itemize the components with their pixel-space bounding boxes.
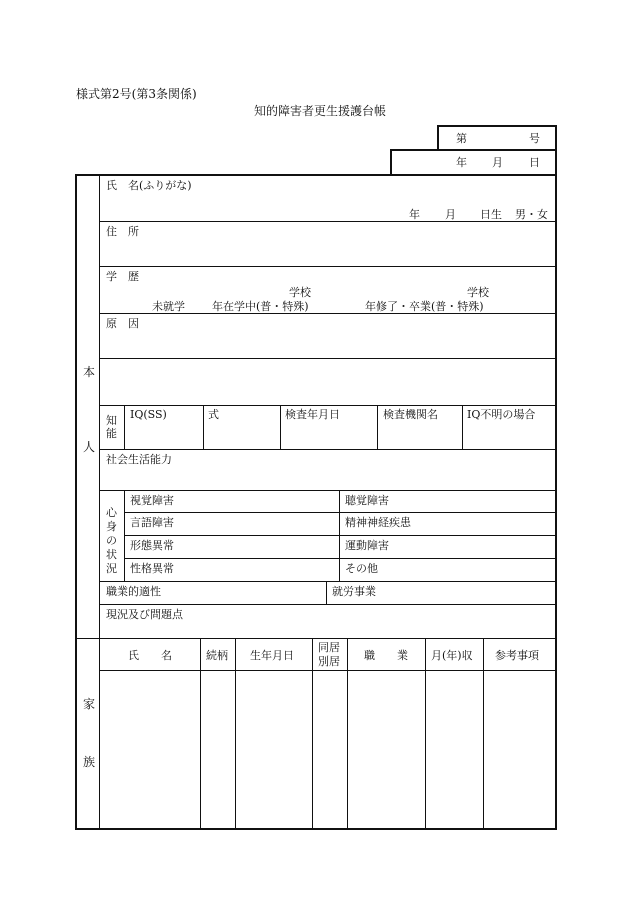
social-ability-label: 社会生活能力 (106, 453, 172, 466)
honnin-label-1: 本 (83, 365, 96, 379)
shiki-label: 式 (208, 408, 219, 421)
sex-label: 男・女 (515, 208, 548, 221)
hearing-impairment-label: 聴覚障害 (345, 494, 389, 507)
family-notes-header: 参考事項 (495, 649, 539, 662)
cause-label: 原 因 (106, 317, 139, 330)
mindbody-char: 心 (106, 506, 117, 519)
test-agency-label: 検査機関名 (383, 408, 438, 421)
employment-project-label: 就労事業 (332, 585, 376, 598)
mindbody-char: 況 (106, 562, 117, 575)
current-status-label: 現況及び問題点 (106, 608, 183, 621)
family-job-header: 職 業 (364, 649, 408, 662)
family-cohab-header-1: 同居 (318, 641, 340, 654)
other-label: その他 (345, 562, 378, 575)
mindbody-char: 状 (106, 548, 117, 561)
dai-label: 第 (456, 132, 467, 145)
birth-month-label: 月 (445, 208, 456, 221)
year-label: 年 (456, 156, 467, 169)
intelligence-label-2: 能 (106, 427, 117, 440)
family-birth-header: 生年月日 (250, 649, 294, 662)
family-cohab-header-2: 別居 (318, 655, 340, 668)
intelligence-label-1: 知 (106, 414, 117, 427)
address-label: 住 所 (106, 225, 139, 238)
birth-day-label: 日生 (480, 208, 502, 221)
family-relation-header: 続柄 (206, 649, 228, 662)
speech-impairment-label: 言語障害 (130, 516, 174, 529)
family-income-header: 月(年)収 (431, 649, 473, 662)
go-label: 号 (529, 132, 540, 145)
form-anomaly-label: 形態異常 (130, 539, 174, 552)
school-label-2: 学校 (467, 286, 489, 299)
mindbody-char: の (106, 534, 117, 547)
form-number: 様式第2号(第3条関係) (76, 87, 197, 101)
name-label: 氏 名(ふりがな) (106, 179, 192, 192)
personality-anomaly-label: 性格異常 (130, 562, 174, 575)
iq-unknown-label: IQ不明の場合 (467, 408, 536, 421)
iq-label: IQ(SS) (130, 408, 167, 421)
mental-disorder-label: 精神神経疾患 (345, 516, 411, 529)
school-label-1: 学校 (289, 286, 311, 299)
graduated-label: 年修了・卒業(普・特殊) (365, 300, 484, 313)
family-name-header: 氏 名 (128, 649, 172, 662)
mindbody-char: 身 (106, 520, 117, 533)
day-label: 日 (529, 156, 540, 169)
education-label: 学 歴 (106, 270, 139, 283)
not-enrolled-label: 未就学 (152, 300, 185, 313)
month-label: 月 (492, 156, 503, 169)
enrolled-label: 年在学中(普・特殊) (212, 300, 309, 313)
honnin-label-2: 人 (83, 440, 96, 454)
test-date-label: 検査年月日 (285, 408, 340, 421)
visual-impairment-label: 視覚障害 (130, 494, 174, 507)
page-title: 知的障害者更生援護台帳 (254, 104, 387, 118)
birth-year-label: 年 (409, 208, 420, 221)
kazoku-label-2: 族 (83, 755, 96, 769)
kazoku-label-1: 家 (83, 697, 96, 711)
motor-impairment-label: 運動障害 (345, 539, 389, 552)
vocational-aptitude-label: 職業的適性 (106, 585, 161, 598)
